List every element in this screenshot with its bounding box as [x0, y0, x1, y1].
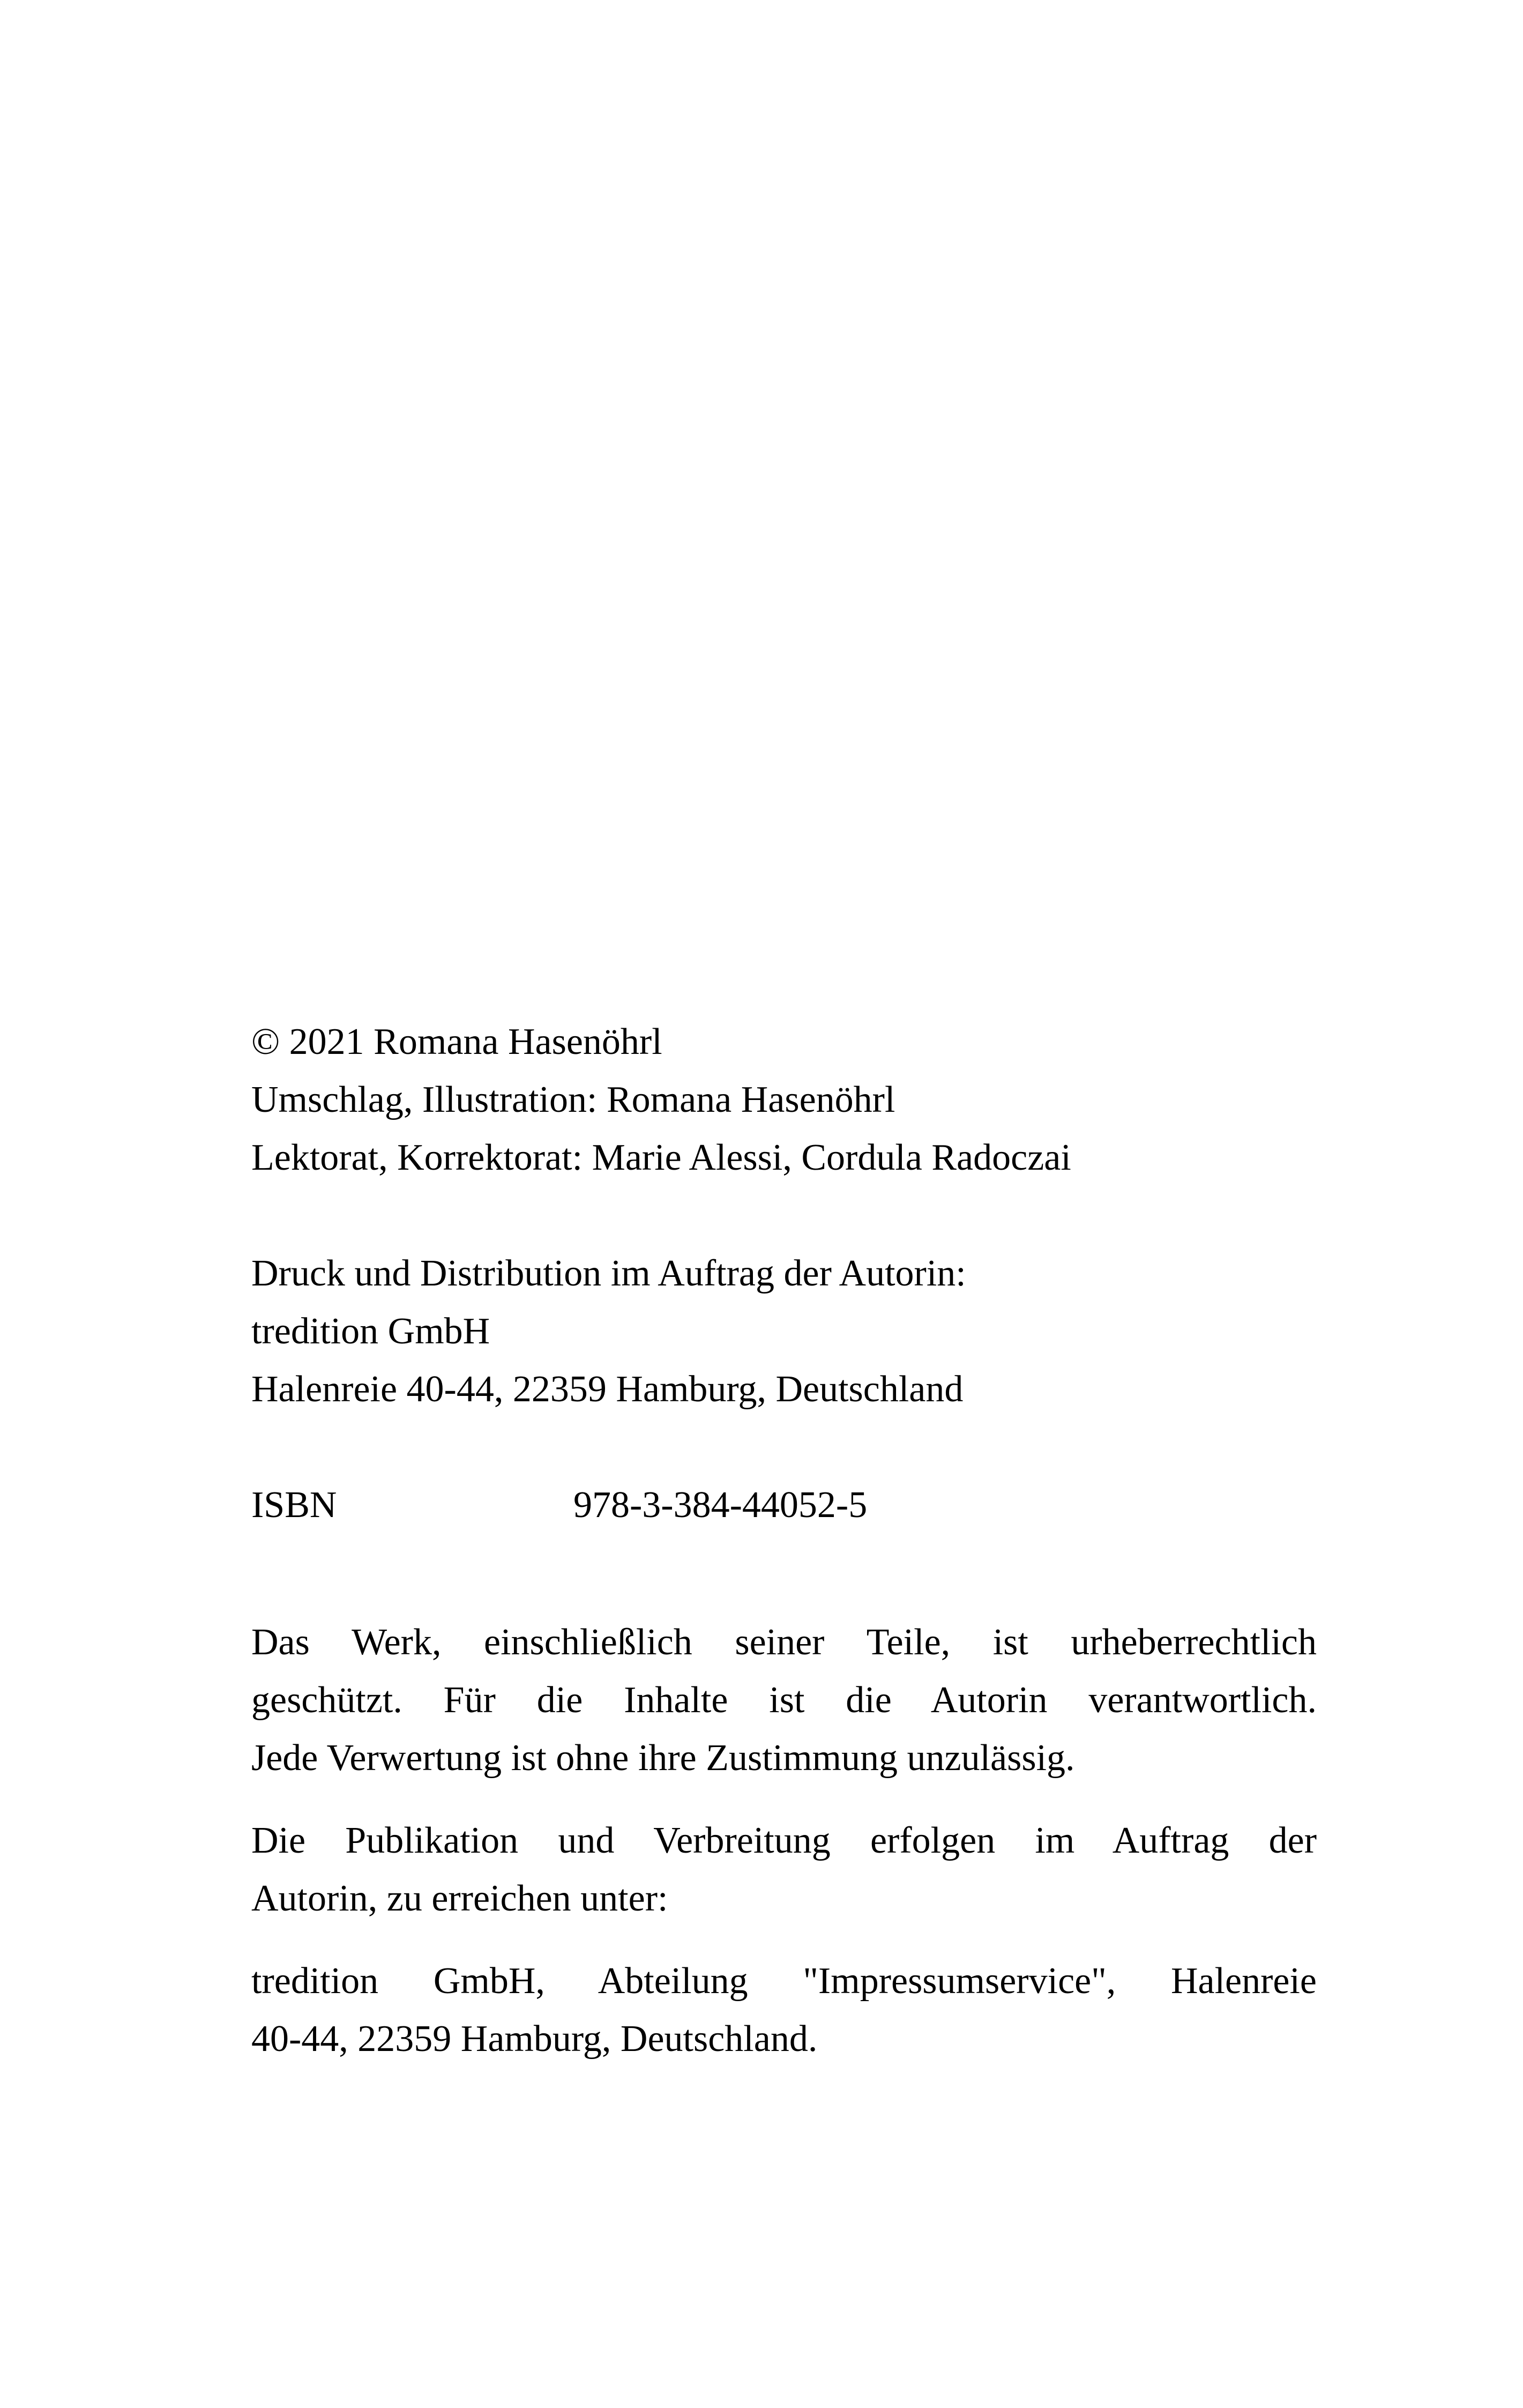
rights-paragraph: [251, 1614, 1317, 1787]
print-distribution-line: Druck und Distribution im Auftrag der Autorin:: [251, 1253, 966, 1294]
editing-credit-line: Lektorat, Korrektorat: Marie Alessi, Cordula Radoczai: [251, 1137, 1071, 1178]
publication-line-1: Die Publikation und Verbreitung erfolgen im Auftrag der: [251, 1820, 1317, 1861]
isbn-label: ISBN: [251, 1484, 337, 1526]
publication-line-2: Autorin, zu erreichen unter:: [251, 1878, 668, 1919]
distribution-block: [251, 1245, 1317, 1418]
illustration-credit-line: Umschlag, Illustration: Romana Hasenöhrl: [251, 1079, 895, 1120]
publisher-name-line: tredition GmbH: [251, 1311, 490, 1352]
copyright-line: © 2021 Romana Hasenöhrl: [251, 1021, 662, 1062]
publisher-address-line: Halenreie 40-44, 22359 Hamburg, Deutschland: [251, 1369, 964, 1410]
rights-line-3: Jede Verwertung ist ohne ihre Zustimmung unzulässig.: [251, 1737, 1075, 1779]
contact-line-1: tredition GmbH, Abteilung "Impressumservice", Halenreie: [251, 1960, 1317, 2002]
contact-paragraph: [251, 1952, 1317, 2068]
copyright-block: [251, 1013, 1317, 1187]
isbn-row: [251, 1476, 1317, 1534]
imprint-text-block: [251, 1013, 1317, 2068]
contact-line-2: 40-44, 22359 Hamburg, Deutschland.: [251, 2018, 818, 2060]
rights-line-1: Das Werk, einschließlich seiner Teile, ist urheberrechtlich: [251, 1622, 1317, 1663]
isbn-value: 978-3-384-44052-5: [573, 1484, 868, 1526]
publication-paragraph: [251, 1812, 1317, 1928]
rights-line-2: geschützt. Für die Inhalte ist die Autorin verantwortlich.: [251, 1679, 1317, 1721]
